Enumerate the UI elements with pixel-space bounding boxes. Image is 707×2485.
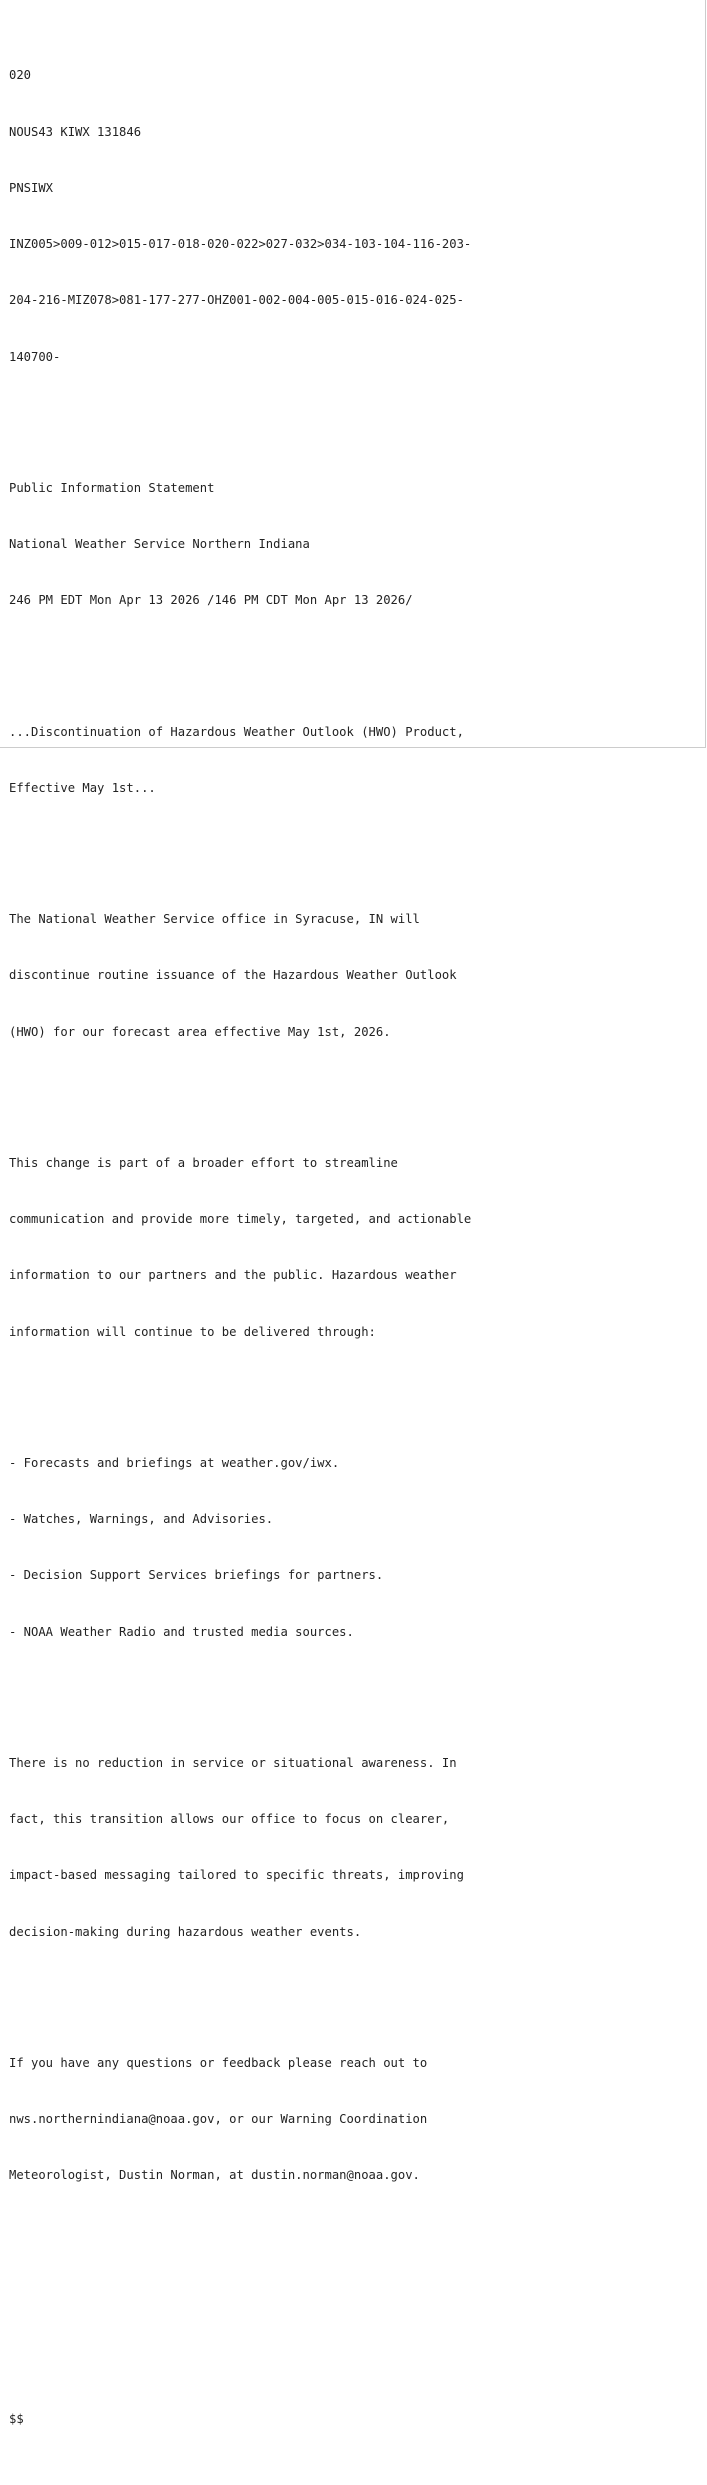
bullet-item: - Watches, Warnings, and Advisories. xyxy=(9,1512,274,1526)
blank-line xyxy=(9,404,471,423)
ugc-line: INZ005>009-012>015-017-018-020-022>027-032>034-103-104-116-203- xyxy=(9,237,472,251)
paragraph-line: This change is part of a broader effort to streamline xyxy=(9,1155,398,1170)
blank-line xyxy=(9,1979,471,1998)
blank-line xyxy=(9,2279,471,2298)
paragraph-line: Meteorologist, Dustin Norman, at dustin.norman@noaa.gov. xyxy=(9,2168,420,2183)
paragraph-line: There is no reduction in service or situational awareness. In xyxy=(9,1755,457,1770)
blank-line xyxy=(9,1379,471,1398)
product-text xyxy=(9,10,471,2485)
paragraph-line: nws.northernindiana@noaa.gov, or our Warning Coordination xyxy=(9,2112,428,2126)
blank-line xyxy=(9,1079,471,1098)
headline-line: ...Discontinuation of Hazardous Weather Outlook (HWO) Product, xyxy=(9,724,464,739)
paragraph-line: discontinue routine issuance of the Hazardous Weather Outlook xyxy=(9,968,457,983)
paragraph-line: (HWO) for our forecast area effective May 1st, 2026. xyxy=(9,1024,391,1039)
issuing-office: National Weather Service Northern Indiana xyxy=(9,537,310,551)
bullet-item: - Forecasts and briefings at weather.gov/iwx. xyxy=(9,1455,340,1470)
blank-line xyxy=(9,2223,471,2242)
statement-title: Public Information Statement xyxy=(9,480,215,495)
paragraph-line: impact-based messaging tailored to specific threats, improving xyxy=(9,1868,464,1883)
bullet-item: - Decision Support Services briefings for partners. xyxy=(9,1568,384,1583)
paragraph-line: information will continue to be delivered through: xyxy=(9,1324,376,1339)
end-marker: $$ xyxy=(9,2412,24,2426)
header-line: PNSIWX xyxy=(9,180,54,195)
issuance-time: 246 PM EDT Mon Apr 13 2026 /146 PM CDT Mon Apr 13 2026/ xyxy=(9,593,413,608)
header-line: 020 xyxy=(9,68,32,83)
blank-line xyxy=(9,1679,471,1698)
blank-line xyxy=(9,835,471,854)
paragraph-line: communication and provide more timely, targeted, and actionable xyxy=(9,1212,472,1226)
paragraph-line: fact, this transition allows our office to focus on clearer, xyxy=(9,1812,450,1826)
paragraph-line: decision-making during hazardous weather events. xyxy=(9,1924,362,1939)
blank-line xyxy=(9,648,471,667)
ugc-line: 204-216-MIZ078>081-177-277-OHZ001-002-004-005-015-016-024-025- xyxy=(9,293,464,308)
paragraph-line: If you have any questions or feedback please reach out to xyxy=(9,2055,428,2070)
bullet-item: - NOAA Weather Radio and trusted media sources. xyxy=(9,1624,354,1639)
paragraph-line: The National Weather Service office in Syracuse, IN will xyxy=(9,912,420,926)
header-line: NOUS43 KIWX 131846 xyxy=(9,124,142,139)
blank-line xyxy=(9,2335,471,2354)
paragraph-line: information to our partners and the public. Hazardous weather xyxy=(9,1268,457,1283)
ugc-line: 140700- xyxy=(9,349,61,364)
headline-line: Effective May 1st... xyxy=(9,780,156,795)
